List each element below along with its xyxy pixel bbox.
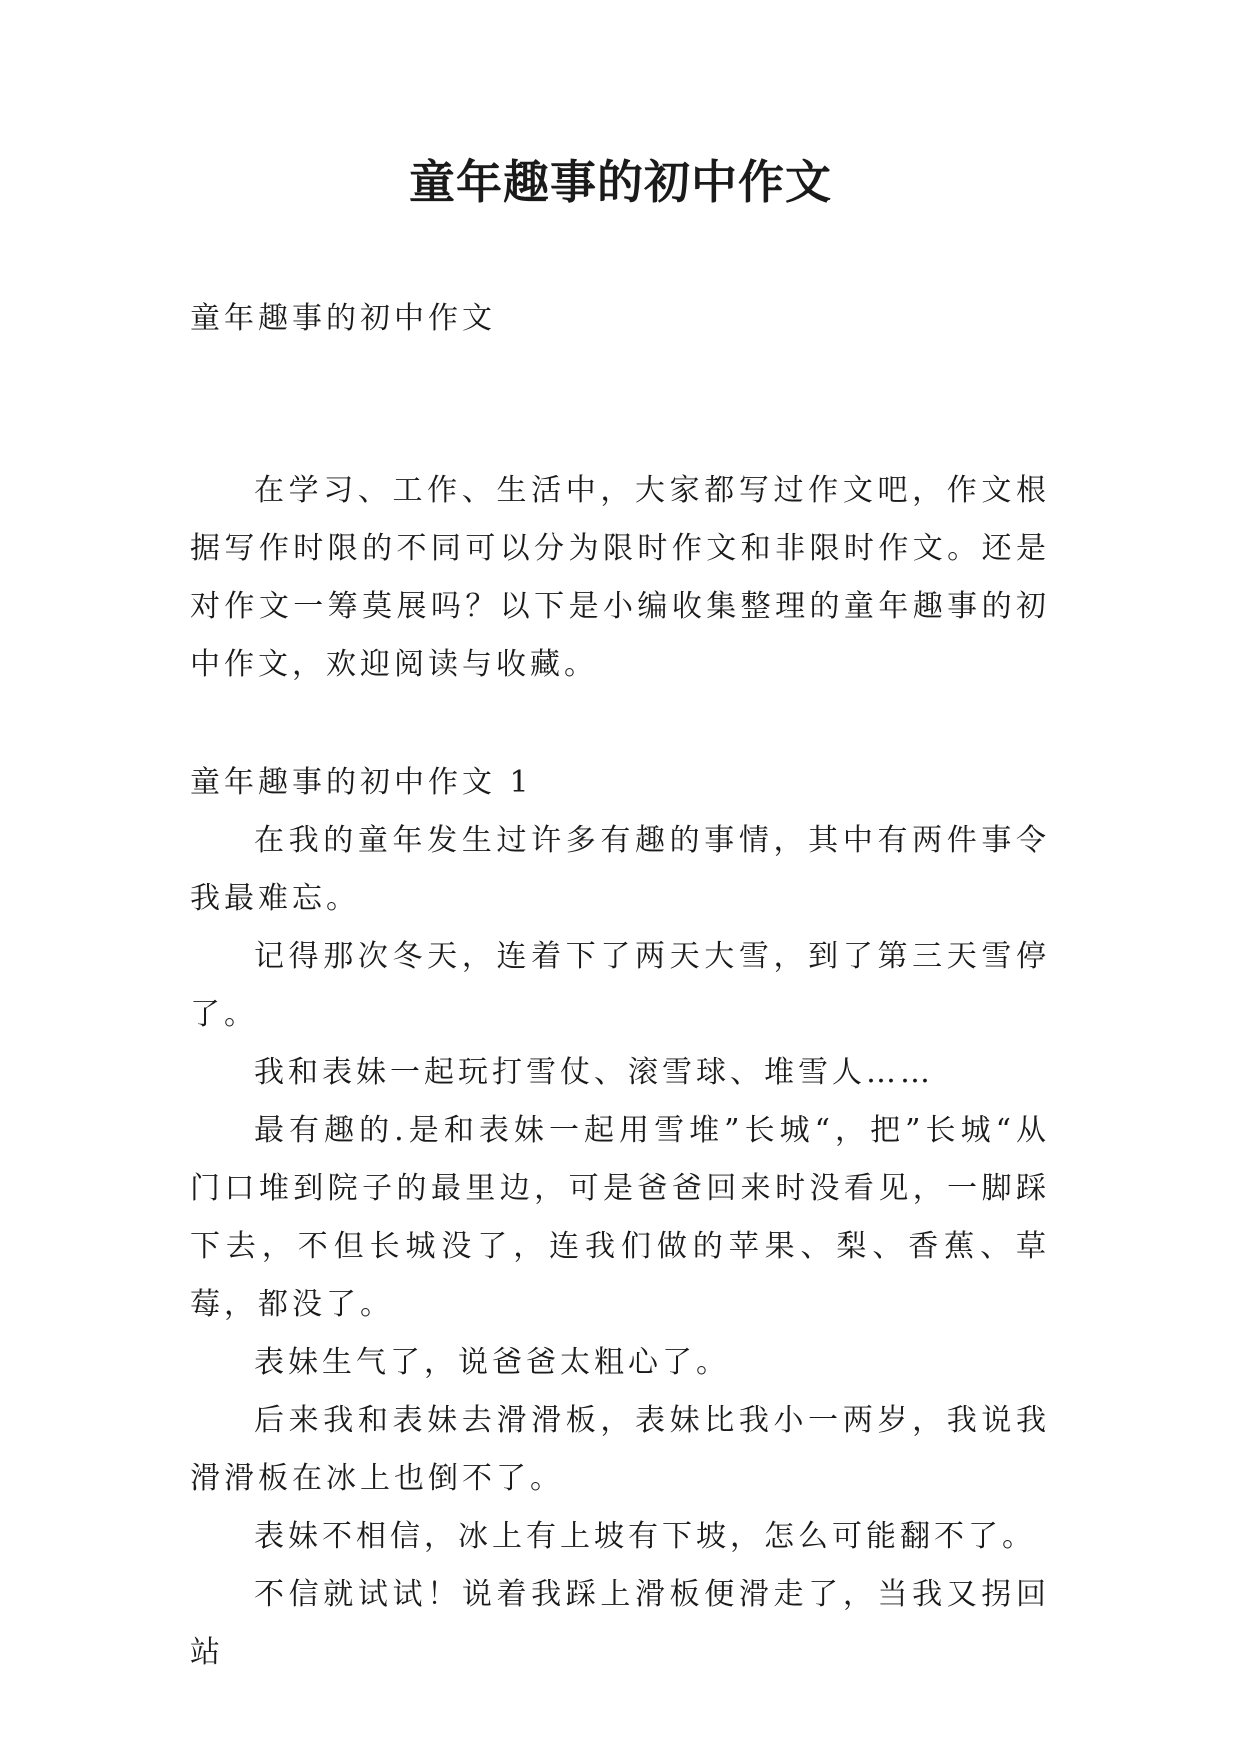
essay-section <box>190 754 1050 1682</box>
essay-paragraph: 表妹不相信，冰上有上坡有下坡，怎么可能翻不了。 <box>254 1519 1036 1554</box>
document-subtitle: 童年趣事的初中作文 <box>190 301 496 336</box>
intro-section <box>190 462 1050 694</box>
essay-paragraph: 后来我和表妹去滑滑板，表妹比我小一两岁，我说我滑滑板在冰上也倒不了。 <box>190 1403 1050 1496</box>
essay-paragraph: 我和表妹一起玩打雪仗、滚雪球、堆雪人…… <box>254 1055 934 1090</box>
document-title: 童年趣事的初中作文 <box>409 155 832 209</box>
intro-paragraph: 在学习、工作、生活中，大家都写过作文吧，作文根据写作时限的不同可以分为限时作文和非限时作文。还是对作文一筹莫展吗？以下是小编收集整理的童年趣事的初中作文，欢迎阅读与收藏。 <box>190 473 1050 682</box>
essay-heading: 童年趣事的初中作文 1 <box>190 765 533 800</box>
essay-paragraph: 在我的童年发生过许多有趣的事情，其中有两件事令我最难忘。 <box>190 823 1050 916</box>
essay-paragraph: 最有趣的.是和表妹一起用雪堆”长城“，把”长城“从门口堆到院子的最里边，可是爸爸回来时没看见，一脚踩下去，不但长城没了，连我们做的苹果、梨、香蕉、草莓，都没了。 <box>190 1113 1050 1322</box>
essay-paragraph: 表妹生气了，说爸爸太粗心了。 <box>254 1345 730 1380</box>
essay-paragraph: 记得那次冬天，连着下了两天大雪，到了第三天雪停了。 <box>190 939 1050 1032</box>
essay-paragraph: 不信就试试！说着我踩上滑板便滑走了，当我又拐回站 <box>190 1577 1050 1670</box>
